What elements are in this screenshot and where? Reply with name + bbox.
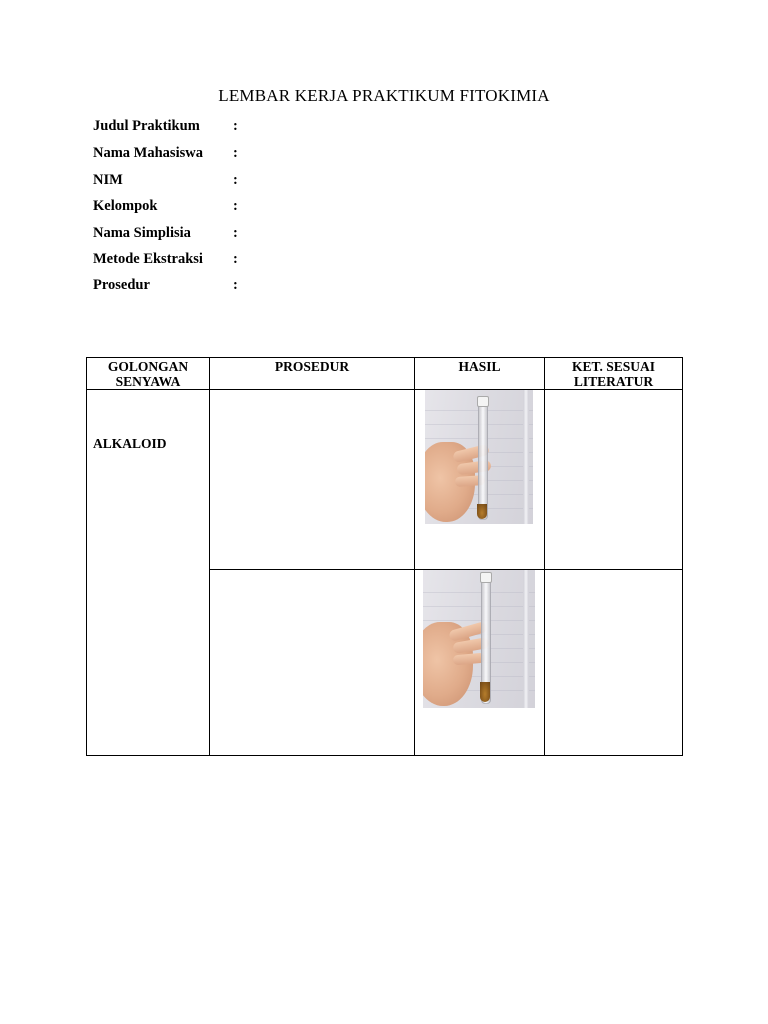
cell-ket[interactable] — [545, 390, 683, 570]
field-colon: : — [233, 145, 238, 161]
field-colon: : — [233, 225, 238, 241]
field-label: Kelompok — [93, 198, 158, 214]
cell-hasil — [415, 390, 545, 570]
table-header-row — [87, 358, 683, 390]
field-label: Nama Mahasiswa — [93, 145, 203, 161]
field-label: Nama Simplisia — [93, 225, 191, 241]
field-kelompok — [93, 198, 238, 215]
field-colon: : — [233, 172, 238, 188]
field-colon: : — [233, 118, 238, 134]
field-nama-simplisia — [93, 225, 238, 242]
header-text: HASIL — [458, 359, 501, 374]
field-label: NIM — [93, 172, 123, 188]
cell-hasil — [415, 570, 545, 756]
field-nim — [93, 172, 238, 189]
page-title: LEMBAR KERJA PRAKTIKUM FITOKIMIA — [218, 86, 550, 105]
field-colon: : — [233, 198, 238, 214]
results-table — [86, 357, 683, 756]
header-ket-sesuai-literatur — [545, 358, 683, 390]
field-colon: : — [233, 251, 238, 267]
field-nama-mahasiswa — [93, 145, 238, 162]
field-prosedur — [93, 277, 238, 294]
cell-ket[interactable] — [545, 570, 683, 756]
cell-golongan — [87, 390, 210, 756]
field-colon: : — [233, 277, 238, 293]
header-text: LITERATUR — [573, 374, 654, 389]
header-prosedur — [210, 358, 415, 390]
header-text: GOLONGAN — [107, 359, 189, 374]
test-tube-photo — [423, 570, 535, 708]
table-row — [87, 390, 683, 570]
header-text: SENYAWA — [115, 374, 181, 389]
header-golongan-senyawa — [87, 358, 210, 390]
field-metode-ekstraksi — [93, 251, 238, 268]
cell-prosedur[interactable] — [210, 570, 415, 756]
header-hasil — [415, 358, 545, 390]
header-text: PROSEDUR — [274, 359, 350, 374]
golongan-label: ALKALOID — [93, 436, 167, 451]
test-tube-photo — [425, 390, 533, 524]
field-label: Judul Praktikum — [93, 118, 200, 134]
field-label: Metode Ekstraksi — [93, 251, 203, 267]
field-label: Prosedur — [93, 277, 150, 293]
header-text: KET. SESUAI — [571, 359, 656, 374]
cell-prosedur[interactable] — [210, 390, 415, 570]
field-judul-praktikum — [93, 118, 238, 135]
